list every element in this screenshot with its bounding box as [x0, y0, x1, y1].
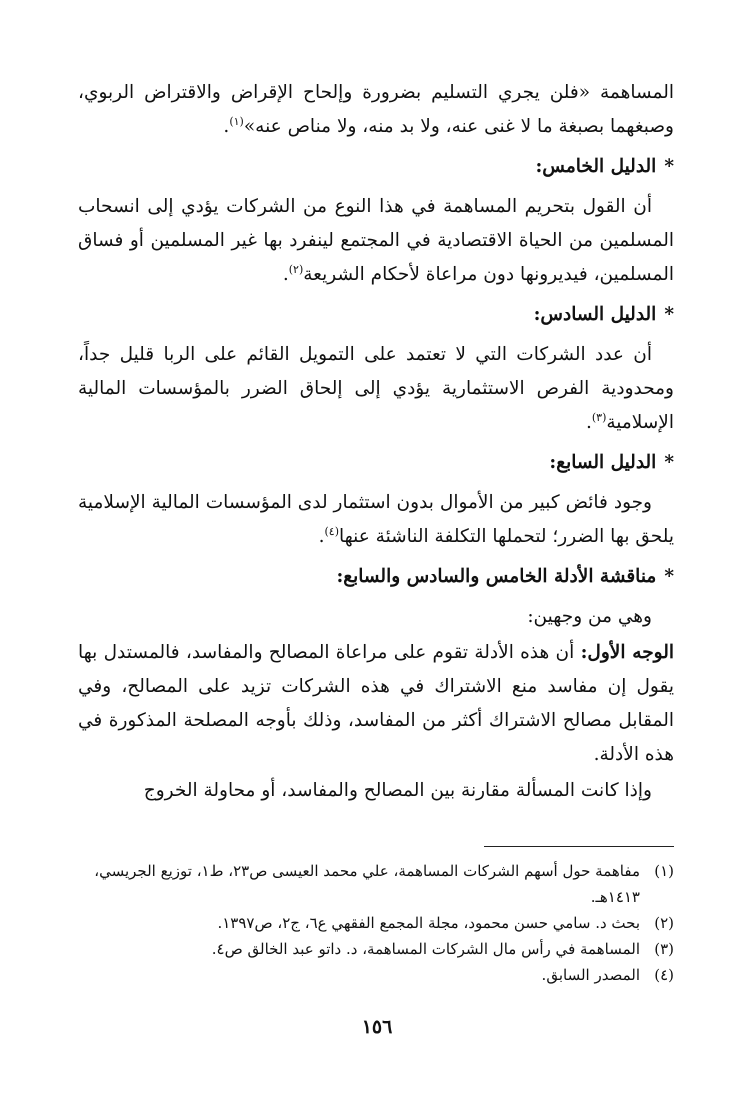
footnote [78, 962, 674, 988]
paragraph: وهي من وجهين: [527, 606, 652, 627]
section-heading: *الدليل الخامس: [535, 156, 674, 177]
footnote [78, 936, 674, 962]
section-heading: *الدليل السادس: [533, 304, 674, 325]
paragraph: أن القول بتحريم المساهمة في هذا النوع من الشركات يؤدي إلى انسحاب المسلمين من الحياة الاقتصادية في المجتمع لينفرد بها غير المسلمين أو فساق المسلمين، فيديرونها دون مراعاة لأحكام الشريعة$^{(٢)}$. [78, 196, 674, 285]
page-number: ١٥٦ [361, 1016, 393, 1038]
footnote-text: بحث د. سامي حسن محمود، مجلة المجمع الفقهي ع٦، ج٢، ص١٣٩٧. [217, 914, 640, 932]
footnote-ref: (١) [229, 114, 244, 128]
star-bullet-icon: * [664, 452, 674, 473]
footnote-number: (٢) [654, 914, 674, 932]
footnote [78, 910, 674, 936]
lead-term: الوجه الأول: [580, 642, 674, 663]
main-text [78, 76, 674, 810]
footnote-ref: (٤) [324, 524, 339, 538]
footnote-number: (٤) [654, 966, 674, 984]
footnote [78, 858, 674, 910]
footnote-text: المساهمة في رأس مال الشركات المساهمة، د. داتو عبد الخالق ص٤. [211, 940, 640, 958]
section-heading: *الدليل السابع: [549, 452, 674, 473]
paragraph: المساهمة «فلن يجري التسليم بضرورة وإلحاح الإقراض والاقتراض الربوي، وصبغهما بصبغة ما لا غنى عنه، ولا بد منه، ولا مناص عنه»$^{(١)}$. [78, 82, 674, 137]
section-heading: *مناقشة الأدلة الخامس والسادس والسابع: [336, 566, 674, 587]
star-bullet-icon: * [664, 304, 674, 325]
star-bullet-icon: * [664, 566, 674, 587]
paragraph: الوجه الأول: أن هذه الأدلة تقوم على مراعاة المصالح والمفاسد، فالمستدل بها يقول إن مفاسد منع الاشتراك في هذه الشركات تزيد على المصالح، وفي المقابل مصالح الاشتراك أكثر من المفاسد، وذلك بأوجه المصلحة المذكورة في هذه الأدلة. [78, 642, 674, 765]
footnotes [78, 858, 674, 988]
footnote-text: مفاهمة حول أسهم الشركات المساهمة، علي محمد العيسى ص٢٣، ط١، توزيع الجريسي، ١٤١٣هـ. [94, 862, 640, 906]
footnote-text: المصدر السابق. [541, 966, 640, 984]
paragraph: وإذا كانت المسألة مقارنة بين المصالح والمفاسد، أو محاولة الخروج [143, 780, 652, 801]
footnote-divider [484, 846, 674, 847]
footnote-number: (١) [654, 862, 674, 880]
footnote-number: (٣) [654, 940, 674, 958]
paragraph: وجود فائض كبير من الأموال بدون استثمار لدى المؤسسات المالية الإسلامية يلحق بها الضرر؛ لتحملها التكلفة الناشئة عنها$^{(٤)}$. [78, 492, 674, 547]
footnote-ref: (٢) [288, 262, 304, 276]
footnote-ref: (٣) [591, 410, 607, 424]
paragraph: أن عدد الشركات التي لا تعتمد على التمويل القائم على الربا قليل جداً، ومحدودية الفرص الاستثمارية يؤدي إلى إلحاق الضرر بالمؤسسات المالية الإسلامية$^{(٣)}$. [78, 344, 674, 433]
star-bullet-icon: * [664, 156, 674, 177]
